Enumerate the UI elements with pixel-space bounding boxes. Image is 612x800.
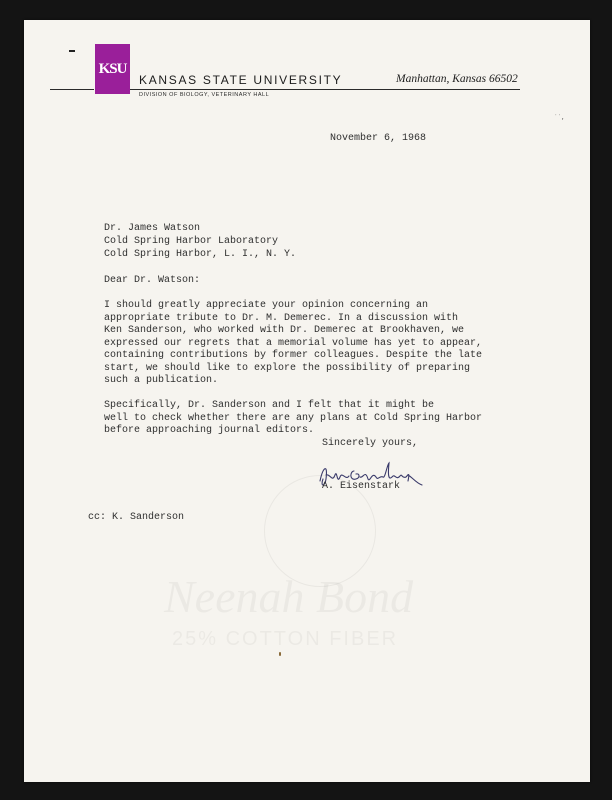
division-name: DIVISION OF BIOLOGY, VETERINARY HALL: [139, 92, 270, 98]
letter-date: November 6, 1968: [330, 133, 427, 144]
recipient-line-2: Cold Spring Harbor Laboratory: [104, 236, 279, 247]
margin-mark: [69, 50, 75, 52]
watermark-brand: [164, 570, 413, 623]
ksu-logo: [95, 44, 130, 94]
paragraph2-line-3: before approaching journal editors.: [104, 425, 315, 436]
paragraph2-line-1: Specifically, Dr. Sanderson and I felt that it might be: [104, 400, 435, 411]
watermark-fiber: [172, 628, 398, 651]
letterhead-rule: [118, 89, 520, 90]
recipient-line-1: Dr. James Watson: [104, 223, 201, 234]
closing: Sincerely yours,: [322, 438, 419, 449]
letter-page: [24, 20, 590, 782]
cc-line: cc: K. Sanderson: [88, 512, 185, 523]
corner-marks: ˙˙,: [554, 114, 565, 121]
paragraph1-line-1: I should greatly appreciate your opinion concerning an: [104, 300, 429, 311]
ksu-logo-text: KSU: [98, 60, 127, 77]
paragraph1-line-5: containing contributions by former colleagues. Despite the late: [104, 350, 483, 361]
paragraph1-line-2: appropriate tribute to Dr. M. Demerec. In a discussion with: [104, 313, 459, 324]
university-city: Manhattan, Kansas 66502: [396, 73, 518, 85]
letterhead-rule-left: [50, 89, 94, 90]
paragraph1-line-6: start, we should like to explore the possibility of preparing: [104, 363, 471, 374]
salutation: Dear Dr. Watson:: [104, 275, 201, 286]
paragraph1-line-7: such a publication.: [104, 375, 219, 386]
signer-name: A. Eisenstark: [322, 481, 401, 492]
paragraph1-line-3: Ken Sanderson, who worked with Dr. Demerec at Brookhaven, we: [104, 325, 465, 336]
university-name: KANSAS STATE UNIVERSITY: [139, 73, 343, 87]
paper-speck: [279, 652, 281, 656]
paragraph2-line-2: well to check whether there are any plans at Cold Spring Harbor: [104, 413, 483, 424]
paragraph1-line-4: expressed our regrets that a memorial volume has yet to appear,: [104, 338, 483, 349]
recipient-line-3: Cold Spring Harbor, L. I., N. Y.: [104, 249, 297, 260]
